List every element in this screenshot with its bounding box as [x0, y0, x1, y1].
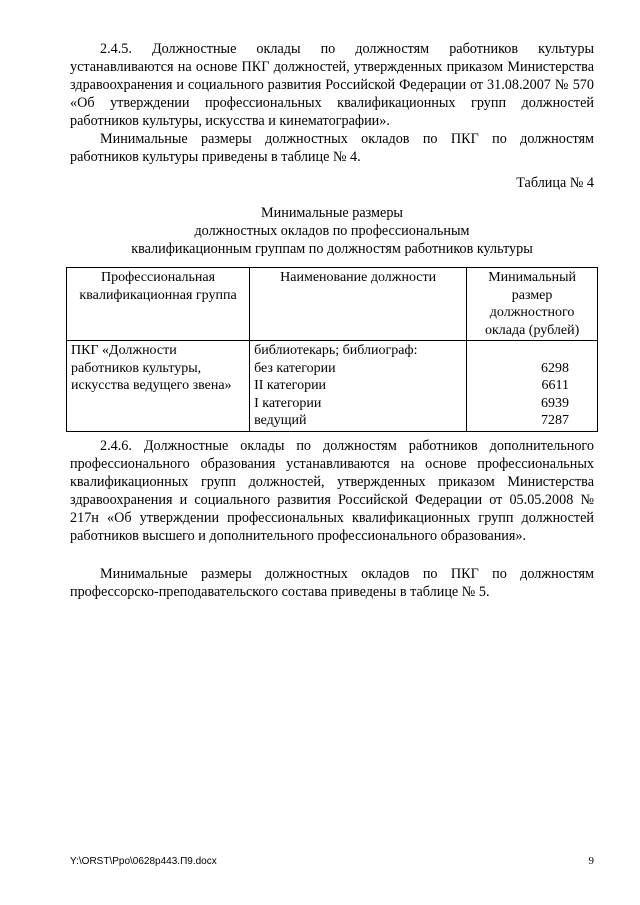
- page-number: 9: [588, 855, 594, 867]
- position-item: I категории: [254, 395, 322, 411]
- position-item: ведущий: [254, 413, 307, 428]
- salary-value: 6611: [541, 378, 569, 393]
- table-caption: [70, 204, 594, 258]
- salary-table: [66, 267, 598, 432]
- paragraph-2-4-6-table-ref-text: Минимальные размеры должностных окладов по ПКГ по должностям профессорско-преподавательского состава приведены в таблице № 5.: [70, 566, 594, 600]
- header-salary: Минимальный размер должностного оклада (рублей): [467, 268, 598, 341]
- table-caption-line: должностных окладов по профессиональным: [194, 223, 470, 239]
- salary-value: 6298: [541, 360, 569, 376]
- position-item: II категории: [254, 378, 327, 393]
- paragraph-2-4-6: [70, 437, 594, 545]
- paragraph-2-4-5-text: 2.4.5. Должностные оклады по должностям работников культуры устанавливаются на основе ПКГ должностей, утвержденных приказом Министерства здравоохранения и социального развития Российской Федерации от 31.08.2007 № 570 «Об утверждении профессиональных квалификационных групп должностей работников культуры, искусства и кинематографии».: [70, 41, 594, 129]
- paragraph-2-4-5-table-ref-text: Минимальные размеры должностных окладов по ПКГ по должностям работников культуры приведены в таблице № 4.: [70, 131, 594, 165]
- position-item: без категории: [254, 360, 336, 376]
- cell-positions: [250, 341, 467, 432]
- table-row: [67, 341, 598, 432]
- table-caption-line: Минимальные размеры: [261, 205, 403, 221]
- paragraph-2-4-6-text: 2.4.6. Должностные оклады по должностям работников дополнительного профессионального образования устанавливаются на основе профессиональных квалификационных групп должностей, утвержденных приказом Министерства здравоохранения и социального развития Российской Федерации от 05.05.2008 № 217н «Об утверждении профессиональных квалификационных групп должностей работников высшего и дополнительного профессионального образования».: [70, 438, 594, 544]
- salary-value: 7287: [541, 413, 569, 428]
- table-label: Таблица № 4: [516, 175, 594, 191]
- paragraph-2-4-5-table-ref: [70, 130, 594, 166]
- paragraph-2-4-5: [70, 40, 594, 130]
- cell-group: ПКГ «Должности работников культуры, искусства ведущего звена»: [67, 341, 250, 432]
- table-caption-line: квалификационным группам по должностям работников культуры: [131, 241, 533, 257]
- salary-value: 6939: [541, 395, 569, 411]
- header-group: Профессиональная квалификационная группа: [67, 268, 250, 341]
- position-item: библиотекарь; библиограф:: [254, 343, 418, 358]
- footer-file-path: Y:\ORST\Ppo\0628p443.П9.docx: [70, 856, 217, 867]
- table-header-row: [67, 268, 598, 341]
- paragraph-2-4-6-table-ref: [70, 565, 594, 601]
- cell-salaries: [467, 341, 598, 432]
- header-position: Наименование должности: [250, 268, 467, 341]
- salary-value: [471, 342, 569, 360]
